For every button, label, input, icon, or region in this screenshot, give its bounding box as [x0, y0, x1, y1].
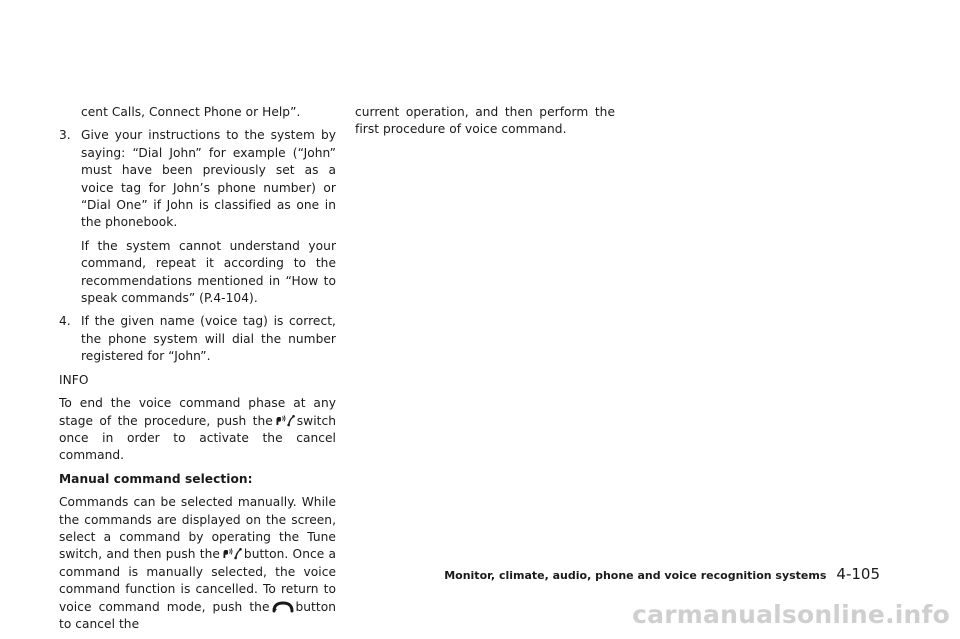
page-footer	[444, 564, 880, 583]
manual-text-2: button. Once a command is manually selected, the voice command function is cancelled. To return to voice command mode, push the	[59, 547, 336, 614]
talk-phone-switch-icon	[222, 547, 242, 560]
watermark: carmanualsonline.info	[632, 600, 950, 629]
right-column	[355, 104, 615, 145]
info-text-before: To end the voice command phase at any stage of the procedure, push the	[59, 396, 336, 428]
manual-text-1: Commands can be selected manually. While the commands are displayed on the screen, select a command by operating the Tune switch, and then push the	[59, 495, 336, 562]
talk-phone-switch-icon	[275, 414, 295, 427]
info-text-after: switch once in order to activate the cancel command.	[59, 413, 336, 463]
right-column-text: current operation, and then perform the first procedure of voice command.	[355, 105, 615, 137]
step-4	[59, 313, 336, 365]
manual-text-3: button to cancel the	[59, 599, 336, 631]
step-3-note: If the system cannot understand your command, repeat it according to the recommendations mentioned in “How to speak commands” (P.4-104).	[81, 238, 336, 306]
manual-heading: Manual command selection:	[59, 471, 253, 486]
step-3	[59, 127, 336, 231]
info-paragraph	[59, 395, 336, 465]
step-text: Give your instructions to the system by saying: “Dial John” for example (“John” must have been previously set as a voice tag for John’s phone number) or “Dial One” if John is classified as one in the phonebook.	[81, 128, 336, 230]
manual-paragraph	[59, 494, 336, 633]
continued-text: cent Calls, Connect Phone or Help”.	[81, 105, 301, 119]
step-number: 4.	[59, 314, 71, 329]
info-label: INFO	[59, 372, 89, 387]
left-column	[59, 104, 336, 639]
page-number: 4-105	[836, 565, 880, 583]
step-number: 3.	[59, 128, 71, 143]
step-text: If the given name (voice tag) is correct, the phone system will dial the number registered for “John”.	[81, 314, 336, 364]
footer-section-title: Monitor, climate, audio, phone and voice recognition systems	[444, 569, 827, 582]
back-button-icon	[272, 601, 294, 613]
